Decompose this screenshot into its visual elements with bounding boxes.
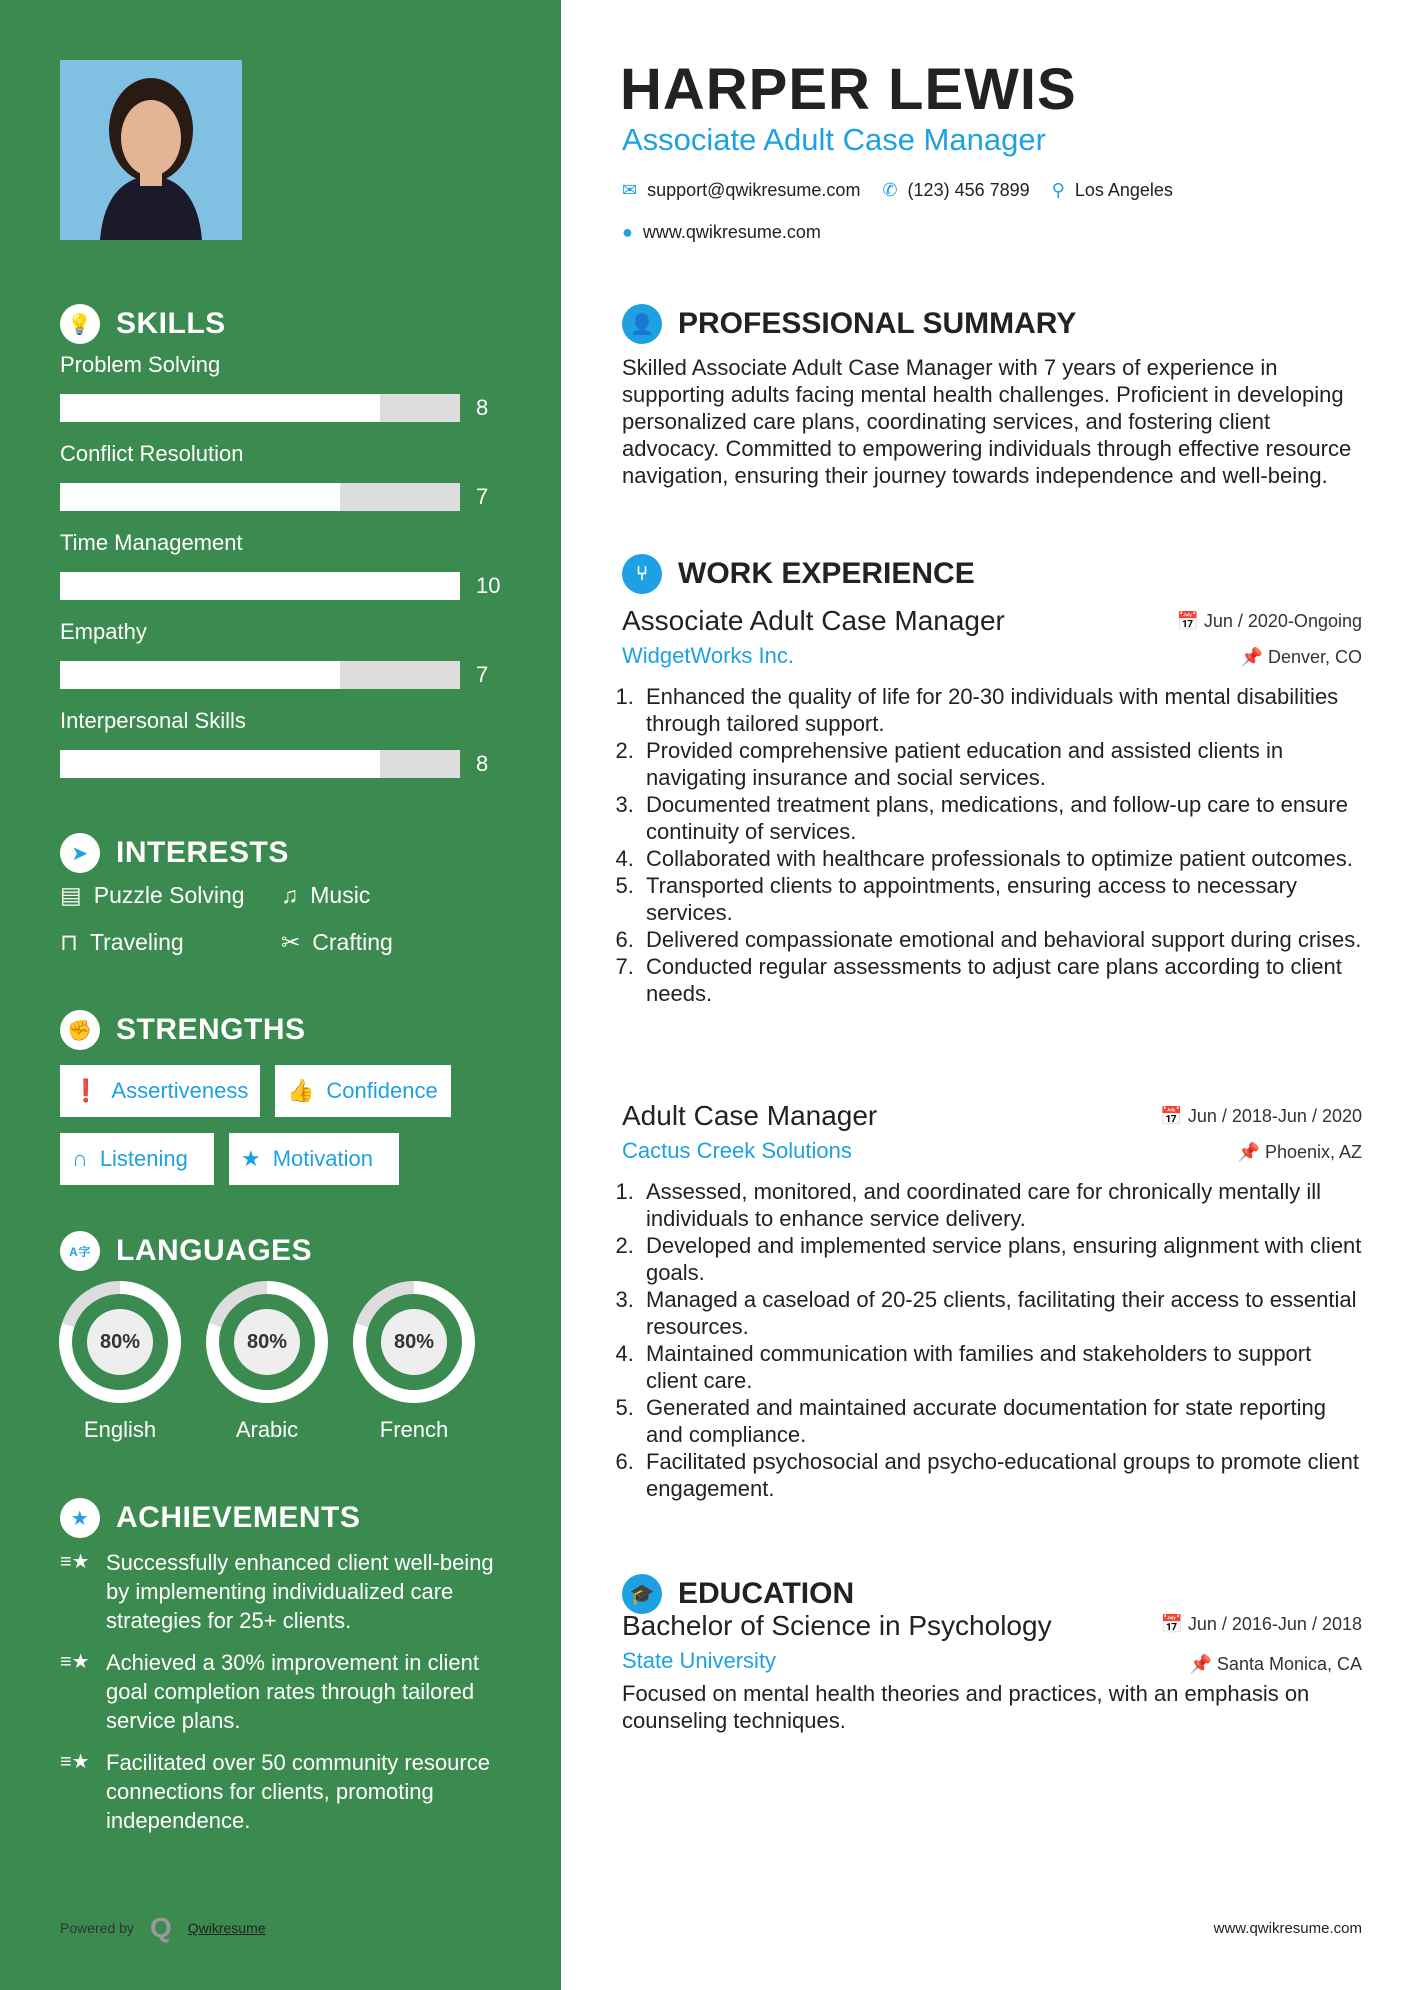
skill-item xyxy=(60,530,501,598)
education-dates: 📅 Jun / 2016-Jun / 2018 xyxy=(1160,1614,1362,1634)
fist-icon: ✊ xyxy=(60,1010,100,1050)
education-heading: 🎓 EDUCATION xyxy=(622,1574,854,1614)
language-label: English xyxy=(83,1417,157,1442)
pin-icon: 📌 xyxy=(1240,647,1263,667)
star-icon: ≡★ xyxy=(60,1751,90,1773)
language-ring xyxy=(59,1281,181,1403)
job-location: 📌 Phoenix, AZ xyxy=(1237,1142,1362,1162)
skill-value: 7 xyxy=(476,484,489,509)
job-bullet: 3. Managed a caseload of 20-25 clients, facilitating their access to essential resources. xyxy=(640,1286,1362,1340)
website[interactable]: www.qwikresume.com xyxy=(642,222,821,242)
job-bullet: 1. Assessed, monitored, and coordinated care for chronically mentally ill individuals to enhance service delivery. xyxy=(640,1178,1362,1232)
job-location: 📌 Denver, CO xyxy=(1240,647,1362,667)
phone-icon: ✆ xyxy=(882,180,898,200)
strength-tag: ★ Motivation xyxy=(229,1133,399,1185)
summary-text: Skilled Associate Adult Case Manager with 7 years of experience in supporting adults facing mental health challenges. Proficient in developing personalized care plans, coordinating services, and fostering client advocacy. Committed to empowering individuals through effective resource navigation, ensuring their journey towards independence and well-being. xyxy=(622,355,1352,488)
skill-item xyxy=(60,708,500,776)
qwikresume-logo-icon: Q xyxy=(149,1912,172,1943)
location: Los Angeles xyxy=(1074,180,1173,200)
qwikresume-link[interactable]: Qwikresume xyxy=(187,1920,266,1936)
job-bullet: 2. Developed and implemented service plans, ensuring alignment with client goals. xyxy=(640,1232,1362,1286)
star-icon: ≡★ xyxy=(60,1651,90,1673)
skill-label: Conflict Resolution xyxy=(60,441,244,466)
contact-row xyxy=(622,180,1173,201)
website-row xyxy=(622,222,821,243)
job-bullet: 4. Collaborated with healthcare professionals to optimize patient outcomes. xyxy=(640,845,1362,872)
pin-icon: 📌 xyxy=(1237,1142,1260,1162)
job-bullet: 7. Conducted regular assessments to adjust care plans according to client needs. xyxy=(640,953,1362,1007)
language-percent: 80% xyxy=(381,1309,447,1375)
strength-tag: ∩ Listening xyxy=(60,1133,214,1185)
skill-value: 10 xyxy=(476,573,501,598)
job-entry xyxy=(622,605,1362,1007)
profile-photo xyxy=(60,60,242,240)
language-item xyxy=(59,1281,181,1443)
calendar-icon: 📅 xyxy=(1160,1106,1183,1126)
map-marker-icon: ⚲ xyxy=(1051,180,1065,200)
language-ring xyxy=(353,1281,475,1403)
skill-value: 8 xyxy=(476,395,489,420)
job-title: Associate Adult Case Manager xyxy=(622,122,1046,157)
interests-heading: ➤ INTERESTS xyxy=(60,833,289,873)
job-bullets xyxy=(622,1178,1362,1502)
skill-item xyxy=(60,352,500,420)
skill-bar-fill xyxy=(60,750,380,778)
skills-heading: 💡 SKILLS xyxy=(60,304,226,344)
star-badge-icon: ★ xyxy=(60,1498,100,1538)
graduate-icon: 🎓 xyxy=(622,1574,662,1614)
interest-item: ▤ Puzzle Solving xyxy=(60,882,245,908)
job-title: Adult Case Manager xyxy=(622,1100,878,1131)
phone: (123) 456 7899 xyxy=(907,180,1030,200)
company: WidgetWorks Inc. xyxy=(622,643,794,668)
languages-heading: A字 LANGUAGES xyxy=(60,1231,312,1271)
language-item xyxy=(353,1281,475,1443)
language-label: Arabic xyxy=(235,1417,299,1442)
music-icon: ♫ xyxy=(281,882,299,908)
envelope-icon: ✉ xyxy=(622,180,638,200)
star-icon: ★ xyxy=(241,1146,261,1171)
language-item xyxy=(206,1281,328,1443)
book-icon: ▤ xyxy=(60,882,82,908)
achievement-item: ≡★ Facilitated over 50 community resource connections for clients, promoting independence. xyxy=(60,1750,490,1833)
achievements-heading: ★ ACHIEVEMENTS xyxy=(60,1498,360,1538)
skill-bar-fill xyxy=(60,572,460,600)
job-dates: 📅 Jun / 2020-Ongoing xyxy=(1176,611,1362,631)
strength-tag: ❗ Assertiveness xyxy=(60,1065,260,1117)
language-percent: 80% xyxy=(87,1309,153,1375)
company: Cactus Creek Solutions xyxy=(622,1138,852,1163)
skill-label: Time Management xyxy=(60,530,243,555)
language-ring xyxy=(206,1281,328,1403)
skill-label: Empathy xyxy=(60,619,147,644)
education-location: 📌 Santa Monica, CA xyxy=(1189,1654,1362,1674)
skill-label: Problem Solving xyxy=(60,352,221,377)
job-bullet: 6. Facilitated psychosocial and psycho-educational groups to promote client engagement. xyxy=(640,1448,1362,1502)
job-title: Associate Adult Case Manager xyxy=(622,605,1005,636)
thumbs-up-icon: 👍 xyxy=(287,1078,315,1103)
skill-item xyxy=(60,619,500,687)
job-bullet: 2. Provided comprehensive patient education and assisted clients in navigating insurance and social services. xyxy=(640,737,1362,791)
scissors-icon: ✂ xyxy=(281,929,301,955)
skill-bar-fill xyxy=(60,483,340,511)
skill-bar-fill xyxy=(60,394,380,422)
job-entry xyxy=(622,1100,1362,1502)
degree: Bachelor of Science in Psychology xyxy=(622,1610,1052,1641)
user-icon: 👤 xyxy=(622,304,662,344)
star-icon: ≡★ xyxy=(60,1551,90,1573)
interest-item: ⊓ Traveling xyxy=(60,929,184,955)
job-bullets xyxy=(622,683,1362,1007)
job-bullet: 4. Maintained communication with families and stakeholders to support client care. xyxy=(640,1340,1362,1394)
calendar-icon: 📅 xyxy=(1176,611,1199,631)
strengths-heading: ✊ STRENGTHS xyxy=(60,1010,306,1050)
exclamation-icon: ❗ xyxy=(72,1078,100,1103)
skill-bar xyxy=(60,394,460,422)
skill-bar xyxy=(60,750,460,778)
skill-value: 8 xyxy=(476,751,489,776)
globe-icon: ● xyxy=(622,222,633,242)
school: State University xyxy=(622,1648,777,1673)
language-label: French xyxy=(379,1417,449,1442)
skill-label: Interpersonal Skills xyxy=(60,708,246,733)
experience-heading: ⑂ WORK EXPERIENCE xyxy=(622,554,975,594)
email[interactable]: support@qwikresume.com xyxy=(647,180,861,200)
education-description: Focused on mental health theories and practices, with an emphasis on counseling techniques. xyxy=(622,1681,1310,1733)
language-percent: 80% xyxy=(234,1309,300,1375)
skill-item xyxy=(60,441,500,509)
skill-bar xyxy=(60,661,460,689)
paper-plane-icon: ➤ xyxy=(60,833,100,873)
sidebar xyxy=(0,0,561,1990)
summary-heading: 👤 PROFESSIONAL SUMMARY xyxy=(622,304,1076,344)
job-bullet: 3. Documented treatment plans, medications, and follow-up care to ensure continuity of services. xyxy=(640,791,1362,845)
interest-item: ♫ Music xyxy=(281,882,371,908)
education-entry xyxy=(622,1610,1362,1734)
chair-icon: ⑂ xyxy=(622,554,662,594)
skill-bar xyxy=(60,483,460,511)
powered-by: Powered by Q Qwikresume xyxy=(60,1912,266,1943)
translate-icon: A字 xyxy=(60,1231,100,1271)
binoculars-icon: ⊓ xyxy=(60,929,78,955)
job-bullet: 5. Transported clients to appointments, ensuring access to necessary services. xyxy=(640,872,1362,926)
job-bullet: 5. Generated and maintained accurate documentation for state reporting and compliance. xyxy=(640,1394,1362,1448)
footer-website[interactable]: www.qwikresume.com xyxy=(1213,1920,1362,1937)
skill-value: 7 xyxy=(476,662,489,687)
skill-bar-fill xyxy=(60,661,340,689)
job-dates: 📅 Jun / 2018-Jun / 2020 xyxy=(1160,1106,1362,1126)
headphones-icon: ∩ xyxy=(72,1146,88,1171)
strength-tag: 👍 Confidence xyxy=(275,1065,451,1117)
job-bullet: 6. Delivered compassionate emotional and behavioral support during crises. xyxy=(640,926,1362,953)
name-heading: HARPER LEWIS xyxy=(620,57,1077,122)
achievement-item: ≡★ Achieved a 30% improvement in client goal completion rates through tailored service plans. xyxy=(60,1650,479,1733)
skill-bar xyxy=(60,572,460,600)
achievement-item: ≡★ Successfully enhanced client well-being by implementing individualized care strategies for 25+ clients. xyxy=(60,1550,494,1633)
lightbulb-icon: 💡 xyxy=(60,304,100,344)
interest-item: ✂ Crafting xyxy=(281,929,393,955)
job-bullet: 1. Enhanced the quality of life for 20-30 individuals with mental disabilities through tailored support. xyxy=(640,683,1362,737)
